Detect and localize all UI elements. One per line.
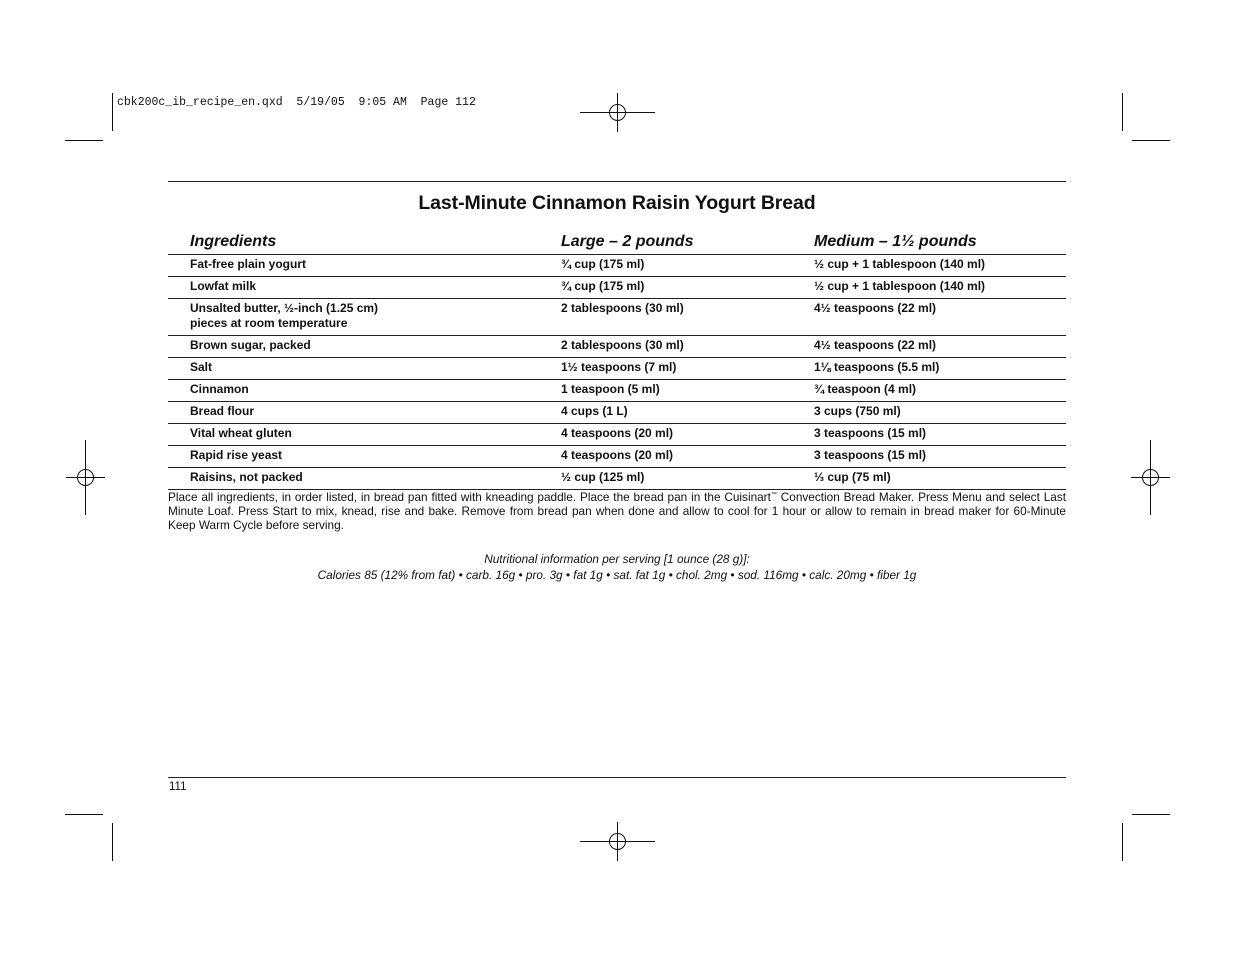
table-row <box>168 468 1066 490</box>
large-quantity: 2 tablespoons (30 ml) <box>539 336 792 358</box>
medium-quantity: 3 teaspoons (15 ml) <box>792 424 1066 446</box>
large-quantity: 4 cups (1 L) <box>539 402 792 424</box>
instructions-part2: Convection Bread Maker. Press Menu and select Last Minute Loaf. Press Start to mix, knead, rise and bake. Remove from bread pan when done and allow to cool for 1 hour or allow to remain in bread maker for 60-Minute Keep Warm Cycle before serving. <box>168 489 1066 533</box>
ingredient-name-line2: pieces at room temperature <box>190 316 348 330</box>
recipe-title: Last-Minute Cinnamon Raisin Yogurt Bread <box>418 192 816 214</box>
registration-mark-right <box>1131 440 1170 515</box>
table-row <box>168 402 1066 424</box>
table-header-row <box>168 231 1066 255</box>
ingredient-name: Fat-free plain yogurt <box>168 255 539 277</box>
table-row <box>168 424 1066 446</box>
table-row <box>168 336 1066 358</box>
ingredient-name: Cinnamon <box>168 380 539 402</box>
medium-quantity: ½ cup + 1 tablespoon (140 ml) <box>792 255 1066 277</box>
table-row <box>168 358 1066 380</box>
ingredient-name: Salt <box>168 358 539 380</box>
print-slug-line: cbk200c_ib_recipe_en.qxd 5/19/05 9:05 AM Page 112 <box>117 96 476 109</box>
registration-mark-left <box>66 440 105 515</box>
table-row <box>168 446 1066 468</box>
large-quantity: 4 teaspoons (20 ml) <box>539 424 792 446</box>
large-quantity: ¾ cup (175 ml) <box>539 255 792 277</box>
large-quantity: 1½ teaspoons (7 ml) <box>539 358 792 380</box>
medium-quantity: ½ cup + 1 tablespoon (140 ml) <box>792 277 1066 299</box>
instructions-paragraph <box>168 488 1066 533</box>
medium-quantity: 1⅛ teaspoons (5.5 ml) <box>792 358 1066 380</box>
trademark-symbol: ™ <box>770 492 777 498</box>
table-row <box>168 255 1066 277</box>
large-quantity: 1 teaspoon (5 ml) <box>539 380 792 402</box>
ingredient-name: Raisins, not packed <box>168 468 539 490</box>
ingredient-name <box>168 299 539 336</box>
medium-quantity: ¾ teaspoon (4 ml) <box>792 380 1066 402</box>
medium-quantity: 4½ teaspoons (22 ml) <box>792 299 1066 336</box>
large-quantity: 4 teaspoons (20 ml) <box>539 446 792 468</box>
medium-quantity: 3 teaspoons (15 ml) <box>792 446 1066 468</box>
large-quantity: 2 tablespoons (30 ml) <box>539 299 792 336</box>
table-row <box>168 299 1066 336</box>
large-quantity: ½ cup (125 ml) <box>539 468 792 490</box>
ingredient-name: Lowfat milk <box>168 277 539 299</box>
nutrition-heading: Nutritional information per serving [1 ounce (28 g)]: <box>484 552 750 566</box>
ingredient-name: Rapid rise yeast <box>168 446 539 468</box>
ingredient-name: Vital wheat gluten <box>168 424 539 446</box>
header-ingredients: Ingredients <box>168 231 539 255</box>
registration-mark-bottom <box>580 822 655 861</box>
header-large: Large – 2 pounds <box>539 231 792 255</box>
page-number: 111 <box>169 781 187 793</box>
header-medium: Medium – 1½ pounds <box>792 231 1066 255</box>
medium-quantity: ⅓ cup (75 ml) <box>792 468 1066 490</box>
table-row <box>168 277 1066 299</box>
large-quantity: ¾ cup (175 ml) <box>539 277 792 299</box>
table-row <box>168 380 1066 402</box>
ingredient-name: Bread flour <box>168 402 539 424</box>
ingredients-table <box>168 231 1066 490</box>
ingredient-name: Brown sugar, packed <box>168 336 539 358</box>
medium-quantity: 3 cups (750 ml) <box>792 402 1066 424</box>
top-rule <box>168 181 1066 182</box>
medium-quantity: 4½ teaspoons (22 ml) <box>792 336 1066 358</box>
nutrition-details: Calories 85 (12% from fat) • carb. 16g • pro. 3g • fat 1g • sat. fat 1g • chol. 2mg • sod. 116mg • calc. 20mg • fiber 1g <box>317 568 917 582</box>
registration-mark-top <box>580 93 655 132</box>
bottom-rule <box>168 777 1066 778</box>
instructions-part1: Place all ingredients, in order listed, in bread pan fitted with kneading paddle. Place the bread pan in the Cuisinart <box>168 489 771 504</box>
ingredient-name-line1: Unsalted butter, ½-inch (1.25 cm) <box>190 301 379 315</box>
